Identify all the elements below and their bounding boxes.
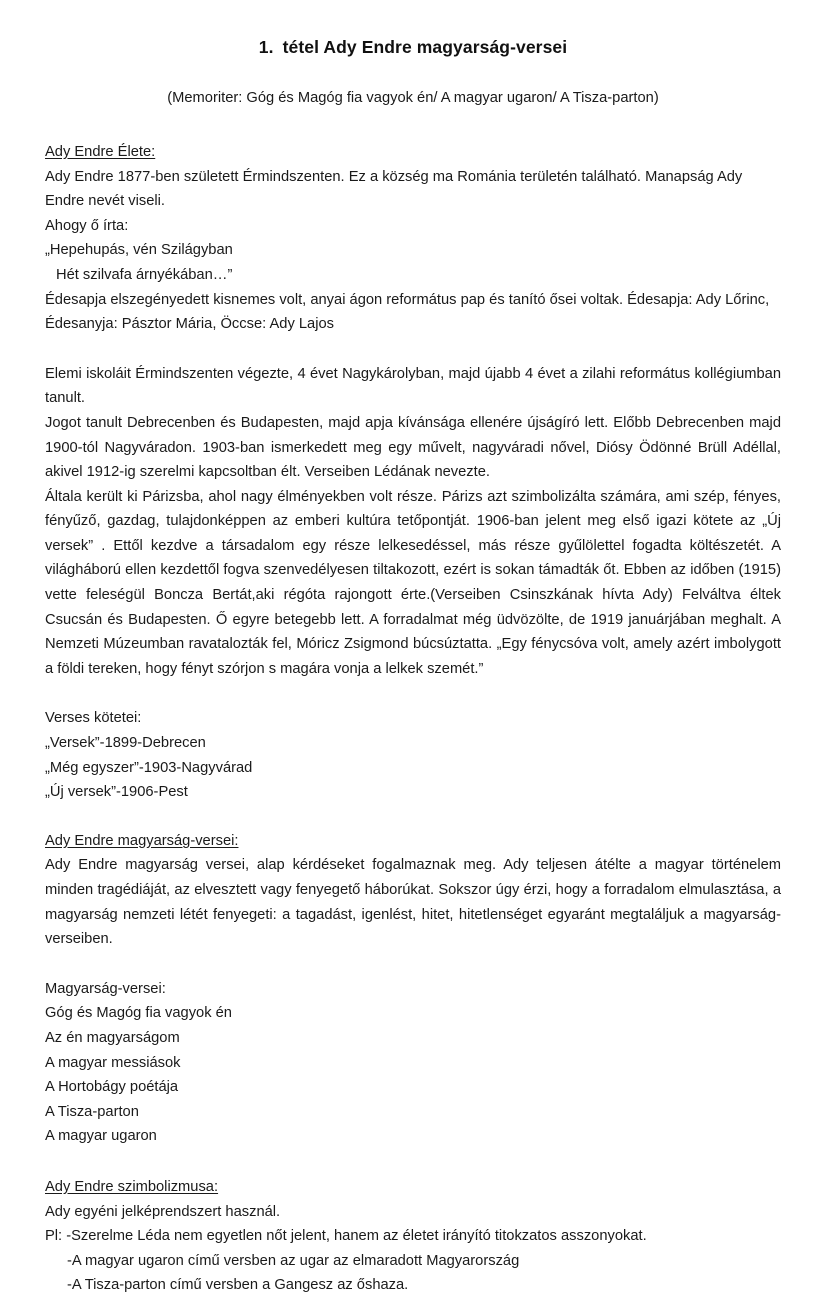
document-content	[45, 0, 781, 1298]
volume-item: „Versek”-1899-Debrecen	[45, 735, 206, 752]
poem-list-item: A Hortobágy poétája	[45, 1079, 179, 1096]
section-life-quote-line-1: „Hepehupás, vén Szilágyban	[45, 242, 233, 259]
section-education-paragraph-3: Általa került ki Párizsba, ahol nagy élményekben volt része. Párizs azt szimbolizálta számára, ami szép, fényes, fényűző, gazdag, tulajdonképpen az emberi kultúra tetőpontját. 1906-ban jelent meg első igazi kötete az „Új versek” . Ettől kezdve a társadalom egy része lelkesedéssel, más része gyűlölettel fogadta költészetét. A világháború ellen kezdettől fogva szenvedélyesen tiltakozott, ezért is sokan támadták őt. Ebben az időben (1915) vette feleségül Boncza Bertát,aki régóta rajongott érte.(Verseiben Csinszkának hívta Ady) Felváltva éltek Csucsán és Budapesten. Ő egyre betegebb lett. A forradalmat még üdvözölte, de 1919 januárjában meghalt. A Nemzeti Múzeumban ravatalozták fel, Móricz Zsigmond búcsúztatta. „Egy fénycsóva volt, amely azért imbolygott a földi tereken, hogy fényt szórjon s magára vonja a lelkek szemét.”	[45, 488, 781, 677]
section-verse-volumes	[45, 706, 781, 804]
section-symbolism-line-4: -A Tisza-parton című versben a Gangesz az őshaza.	[67, 1277, 409, 1294]
section-symbolism	[45, 1175, 781, 1298]
section-education-career	[45, 362, 781, 682]
section-symbolism-line-3: -A magyar ugaron című versben az ugar az elmaradott Magyarország	[67, 1252, 520, 1269]
section-life-paragraph-2: Édesapja elszegényedett kisnemes volt, anyai ágon református pap és tanító ősei voltak. Édesapja: Ady Lőrinc, Édesanyja: Pásztor Mária, Öccse: Ady Lajos	[45, 291, 770, 333]
section-life-heading: Ady Endre Élete:	[45, 143, 156, 160]
section-hungarianness-paragraph: Ady Endre magyarság versei, alap kérdéseket fogalmaznak meg. Ady teljesen átélte a magyar történelem minden tragédiáját, az elvesztett vagy fenyegető háborúkat. Sokszor úgy érzi, hogy a forradalom elmulasztása, a magyarság nemzeti létét fenyegeti: a tagadást, igenlést, hitet, hitetlenséget egyaránt megtaláljuk a magyarság-verseiben.	[45, 857, 781, 948]
section-symbolism-heading: Ady Endre szimbolizmusa:	[45, 1178, 219, 1195]
section-life-quote-lead: Ahogy ő írta:	[45, 217, 129, 234]
section-hungarianness-heading: Ady Endre magyarság-versei:	[45, 832, 239, 849]
document-subtitle: (Memoriter: Góg és Magóg fia vagyok én/ A magyar ugaron/ A Tisza-parton)	[167, 89, 659, 106]
section-life	[45, 140, 781, 337]
poem-list-item: Az én magyarságom	[45, 1029, 180, 1046]
title-text: tétel Ady Endre magyarság-versei	[282, 37, 568, 57]
title-number: 1.	[258, 37, 274, 57]
section-poem-list	[45, 977, 781, 1149]
section-life-paragraph-1: Ady Endre 1877-ben született Érmindszenten. Ez a község ma Románia területén található. Manapság Ady Endre nevét viseli.	[45, 168, 743, 210]
volume-item: „Új versek”-1906-Pest	[45, 784, 188, 801]
poem-list-item: A magyar messiások	[45, 1054, 181, 1071]
section-education-paragraph-1: Elemi iskoláit Érmindszenten végezte, 4 évet Nagykárolyban, majd újabb 4 évet a zilahi református kollégiumban tanult.	[45, 365, 781, 407]
section-life-quote-line-2: Hét szilvafa árnyékában…”	[56, 266, 233, 283]
section-symbolism-line-2: Pl: -Szerelme Léda nem egyetlen nőt jelent, hanem az életet irányító titokzatos asszonyokat.	[45, 1228, 647, 1245]
poem-list-item: A magyar ugaron	[45, 1128, 157, 1145]
section-volumes-heading: Verses kötetei:	[45, 710, 142, 727]
section-education-paragraph-2: Jogot tanult Debrecenben és Budapesten, majd apja kívánsága ellenére újságíró lett. Előbb Debrecenben majd 1900-tól Nagyváradon. 1903-ban ismerkedett meg egy művelt, nagyváradi nővel, Diósy Ödönné Brüll Adéllal, akivel 1912-ig szerelmi kapcsoltban élt. Verseiben Lédának nevezte.	[45, 414, 781, 481]
poem-list-item: Góg és Magóg fia vagyok én	[45, 1005, 232, 1022]
section-poem-list-heading: Magyarság-versei:	[45, 980, 166, 997]
section-symbolism-line-1: Ady egyéni jelképrendszert használ.	[45, 1203, 281, 1220]
section-hungarianness	[45, 829, 781, 952]
poem-list-item: A Tisza-parton	[45, 1103, 139, 1120]
page-title	[45, 0, 781, 59]
volume-item: „Még egyszer”-1903-Nagyvárad	[45, 759, 253, 776]
